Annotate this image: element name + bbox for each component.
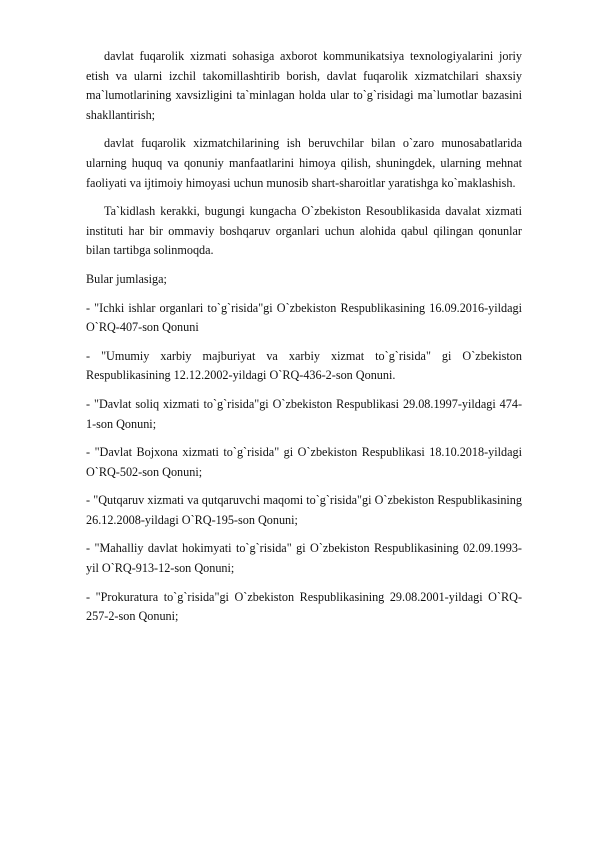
law-item-internal-affairs: - "Ichki ishlar organlari to`g`risida"gi O`zbekiston Respublikasining 16.09.2016-yildagi O`RQ-407-son Qonuni <box>86 300 522 335</box>
law-item-rescue-service: - "Qutqaruv xizmati va qutqaruvchi maqomi to`g`risida"gi O`zbekiston Respublikasining 26.12.2008-yildagi O`RQ-195-son Qonuni; <box>86 493 522 527</box>
paragraph-civil-service-laws: Ta`kidlash kerakki, bugungi kungacha O`zbekiston Resoublikasida davalat xizmati instituti har bir ommaviy boshqaruv organlari uchun alohida qabul qilingan qonunlar bilan tartibga solinmoqda. <box>86 204 522 258</box>
paragraph-employee-rights: davlat fuqarolik xizmatchilarining ish beruvchilar bilan o`zaro munosabatlarida ularning huquq va qonuniy manfaatlarini himoya qilish, shuningdek, ularning mehnat faoliyati va ijtimoiy himoyasi uchun munosib shart-sharoitlar yaratishga ko`maklashish. <box>86 136 522 190</box>
law-item-customs-service: - "Davlat Bojxona xizmati to`g`risida" gi O`zbekiston Respublikasi 18.10.2018-yildagi O`RQ-502-son Qonuni; <box>86 445 522 479</box>
paragraph-it-database: davlat fuqarolik xizmati sohasiga axborot kommunikatsiya texnologiyalarini joriy etish va ularni izchil takomillashtirib borish, davlat fuqarolik xizmatchilari shaxsiy ma`lumotlarining xavsizligini ta`minlagan holda ular to`g`risidagi ma`lumotlar bazasini shakllantirish; <box>86 49 522 122</box>
law-item-tax-service: - "Davlat soliq xizmati to`g`risida"gi O`zbekiston Respublikasi 29.08.1997-yildagi 474-1-son Qonuni; <box>86 396 522 431</box>
document-page <box>86 47 522 636</box>
list-intro: Bular jumlasiga; <box>86 271 167 286</box>
law-item-prosecution: - "Prokuratura to`g`risida"gi O`zbekiston Respublikasining 29.08.2001-yildagi O`RQ-257-2-son Qonuni; <box>86 589 522 624</box>
law-item-military-service: - "Umumiy xarbiy majburiyat va xarbiy xizmat to`g`risida" gi O`zbekiston Respublikasining 12.12.2002-yildagi O`RQ-436-2-son Qonuni. <box>86 348 522 383</box>
law-item-local-government: - "Mahalliy davlat hokimyati to`g`risida" gi O`zbekiston Respublikasining 02.09.1993-yil O`RQ-913-12-son Qonuni; <box>86 541 522 576</box>
